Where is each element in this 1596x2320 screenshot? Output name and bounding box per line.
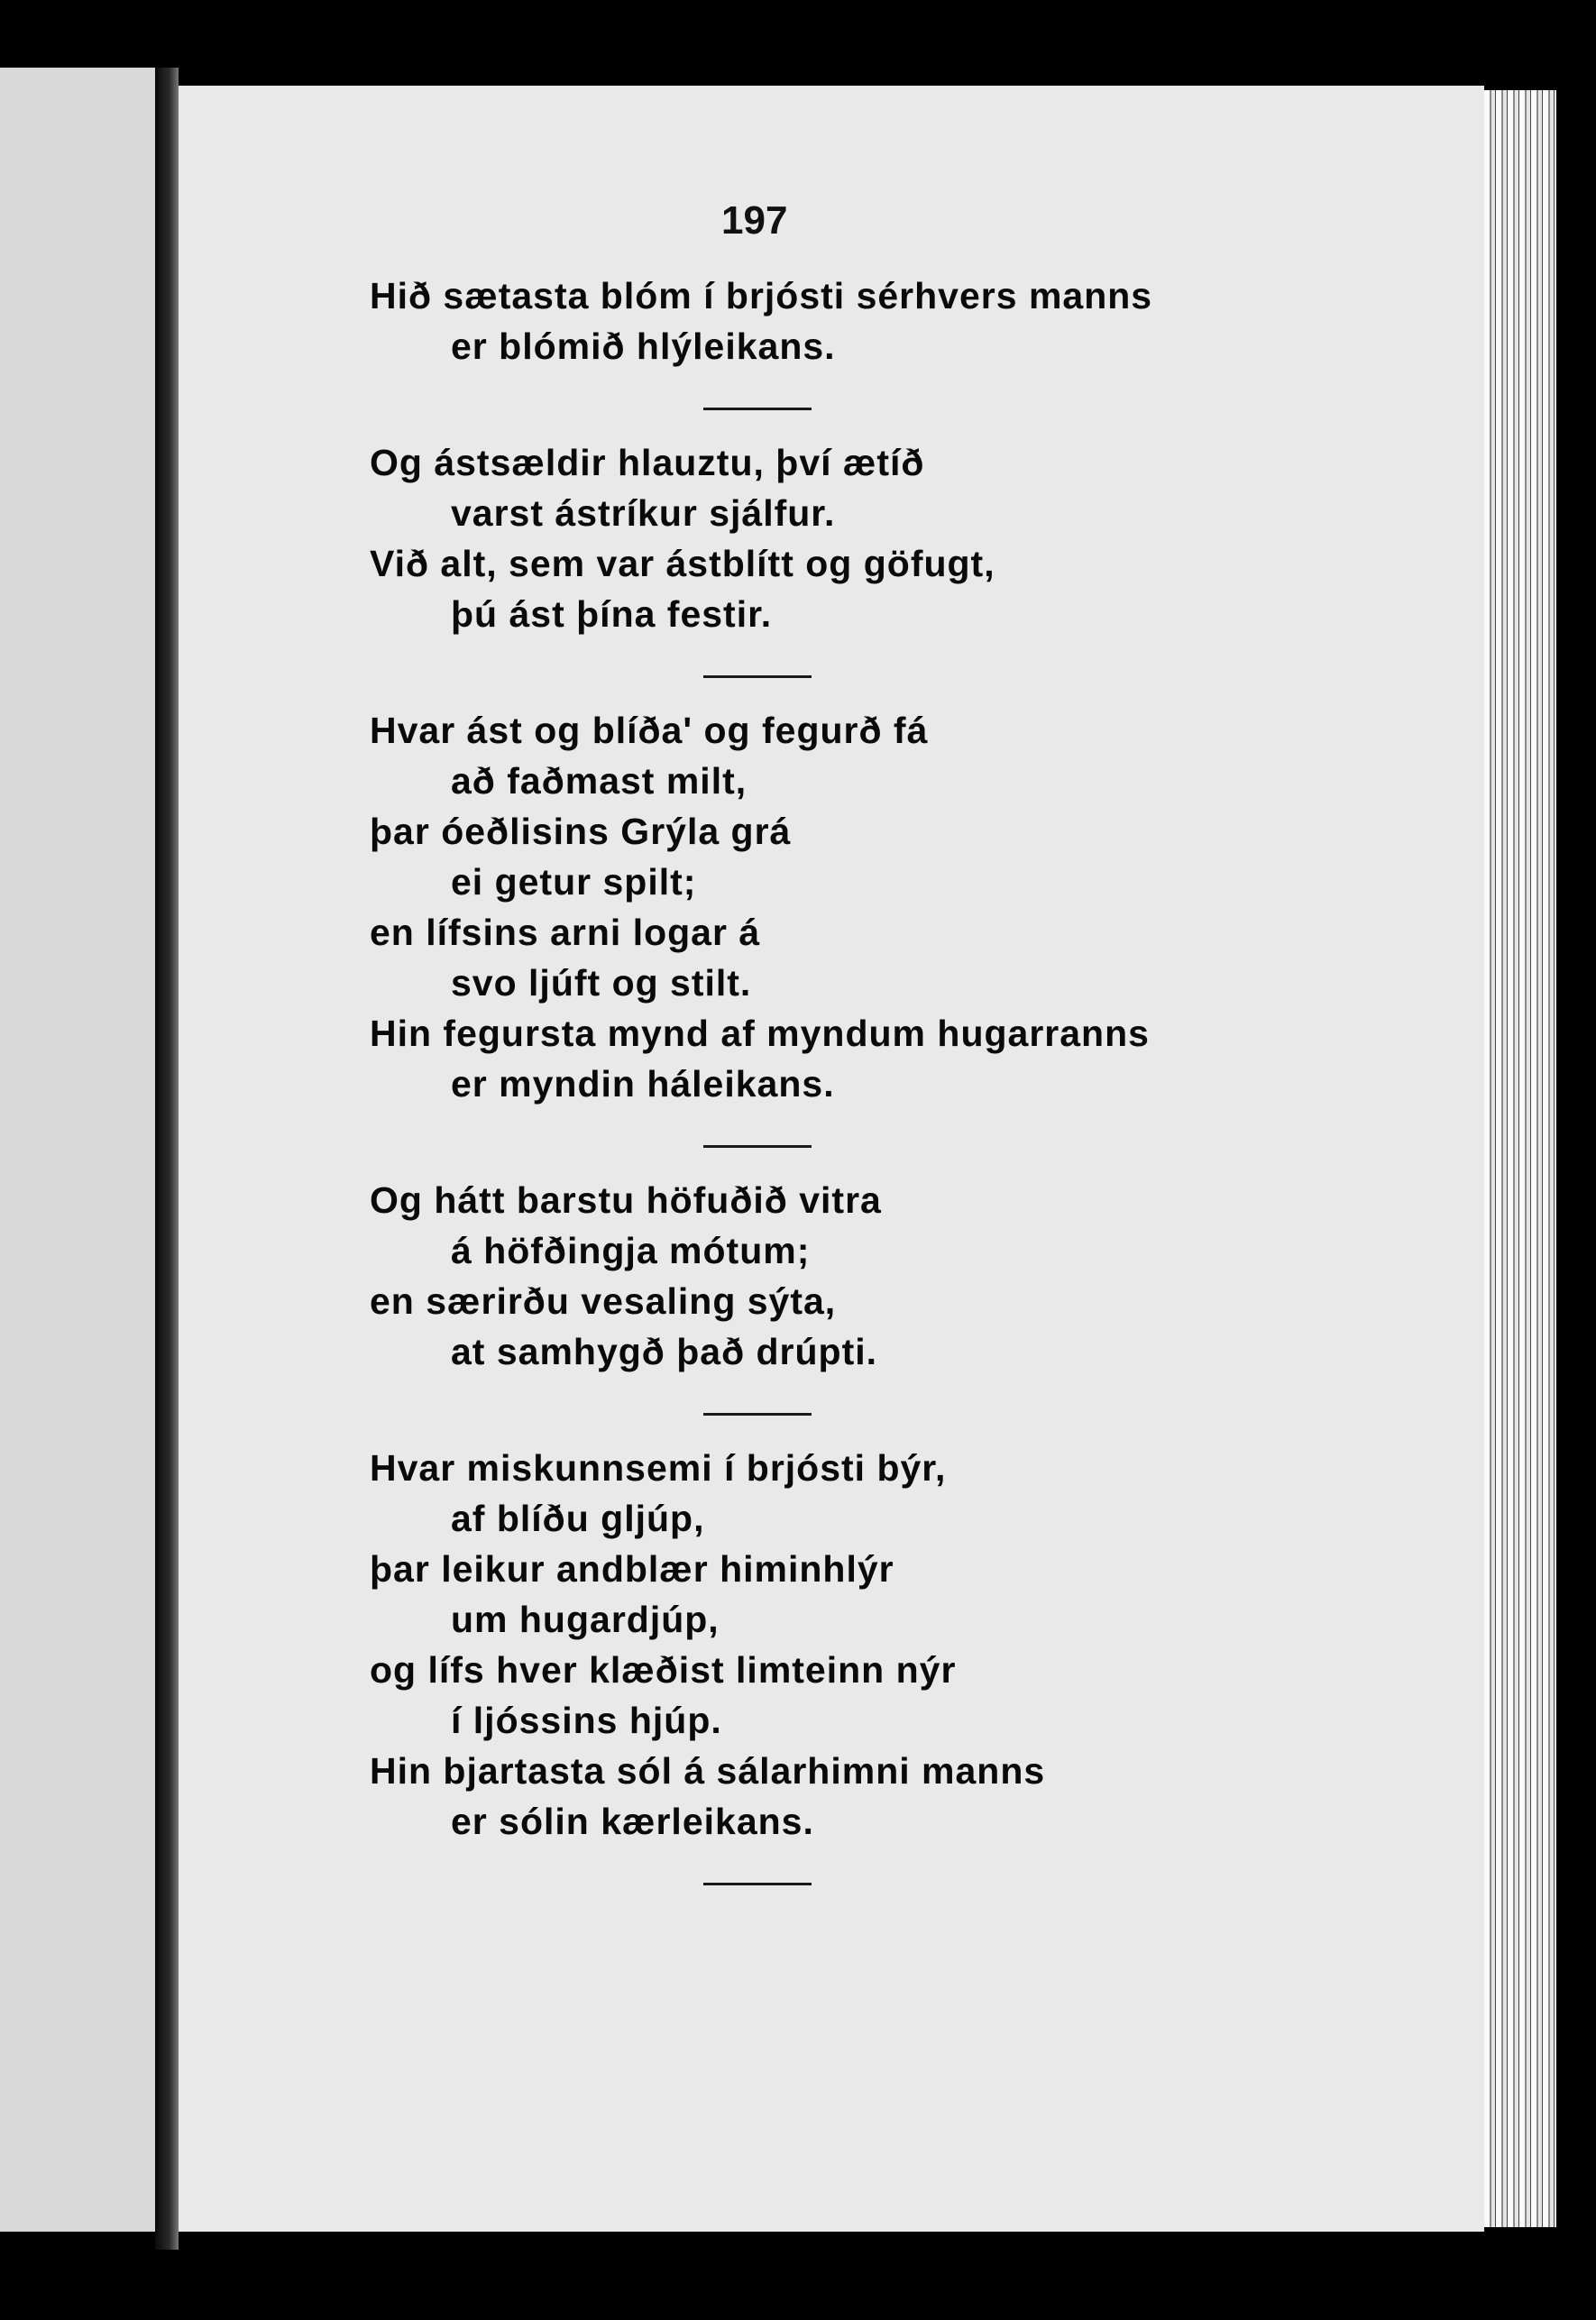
poem-line: en lífsins arni logar á bbox=[370, 912, 761, 953]
poem-line: Og hátt barstu höfuðið vitra bbox=[370, 1179, 882, 1221]
poem-line: í ljóssins hjúp. bbox=[451, 1700, 722, 1741]
stanza bbox=[370, 705, 1470, 1109]
poem-line: varst ástríkur sjálfur. bbox=[451, 492, 836, 534]
poem-line: er myndin háleikans. bbox=[451, 1063, 835, 1105]
poem-line: á höfðingja mótum; bbox=[451, 1230, 811, 1271]
section-separator bbox=[703, 1883, 812, 1885]
poem-line: Hvar miskunnsemi í brjósti býr, bbox=[370, 1447, 947, 1489]
stanza bbox=[370, 271, 1470, 371]
poem-line: at samhygð það drúpti. bbox=[451, 1331, 878, 1372]
stanza bbox=[370, 437, 1470, 639]
book-gutter bbox=[155, 68, 179, 2250]
poem-line: þar leikur andblær himinhlýr bbox=[370, 1548, 894, 1590]
section-separator bbox=[703, 675, 812, 678]
left-page-edge bbox=[0, 68, 155, 2232]
poem-line: af blíðu gljúp, bbox=[451, 1498, 705, 1539]
poem-line: er blómið hlýleikans. bbox=[451, 326, 836, 367]
poem-line: Hin bjartasta sól á sálarhimni manns bbox=[370, 1750, 1046, 1792]
poem-line: er sólin kærleikans. bbox=[451, 1801, 814, 1842]
poem-line: Hin fegursta mynd af myndum hugarranns bbox=[370, 1013, 1150, 1054]
poem-line: ei getur spilt; bbox=[451, 861, 697, 903]
poem-line: um hugardjúp, bbox=[451, 1599, 720, 1640]
page-number: 197 bbox=[721, 198, 788, 243]
section-separator bbox=[703, 1145, 812, 1148]
page-stack-edge bbox=[1484, 90, 1556, 2227]
section-separator bbox=[703, 1413, 812, 1416]
poem-line: að faðmast milt, bbox=[451, 760, 748, 802]
poem-line: Og ástsældir hlauztu, því ætíð bbox=[370, 442, 925, 483]
poem-line: Hið sætasta blóm í brjósti sérhvers manns bbox=[370, 275, 1153, 316]
poem-text bbox=[370, 198, 1470, 1885]
poem-line: Hvar ást og blíða' og fegurð fá bbox=[370, 710, 929, 751]
poem-line: þú ást þína festir. bbox=[451, 593, 773, 635]
poem-line: og lífs hver klæðist limteinn nýr bbox=[370, 1649, 957, 1691]
stanza bbox=[370, 1175, 1470, 1377]
poem-line: en særirðu vesaling sýta, bbox=[370, 1280, 837, 1322]
poem-line: Við alt, sem var ástblítt og göfugt, bbox=[370, 543, 995, 584]
poem-line: svo ljúft og stilt. bbox=[451, 962, 752, 1004]
section-separator bbox=[703, 408, 812, 410]
poem-line: þar óeðlisins Grýla grá bbox=[370, 811, 792, 852]
stanza bbox=[370, 1443, 1470, 1847]
